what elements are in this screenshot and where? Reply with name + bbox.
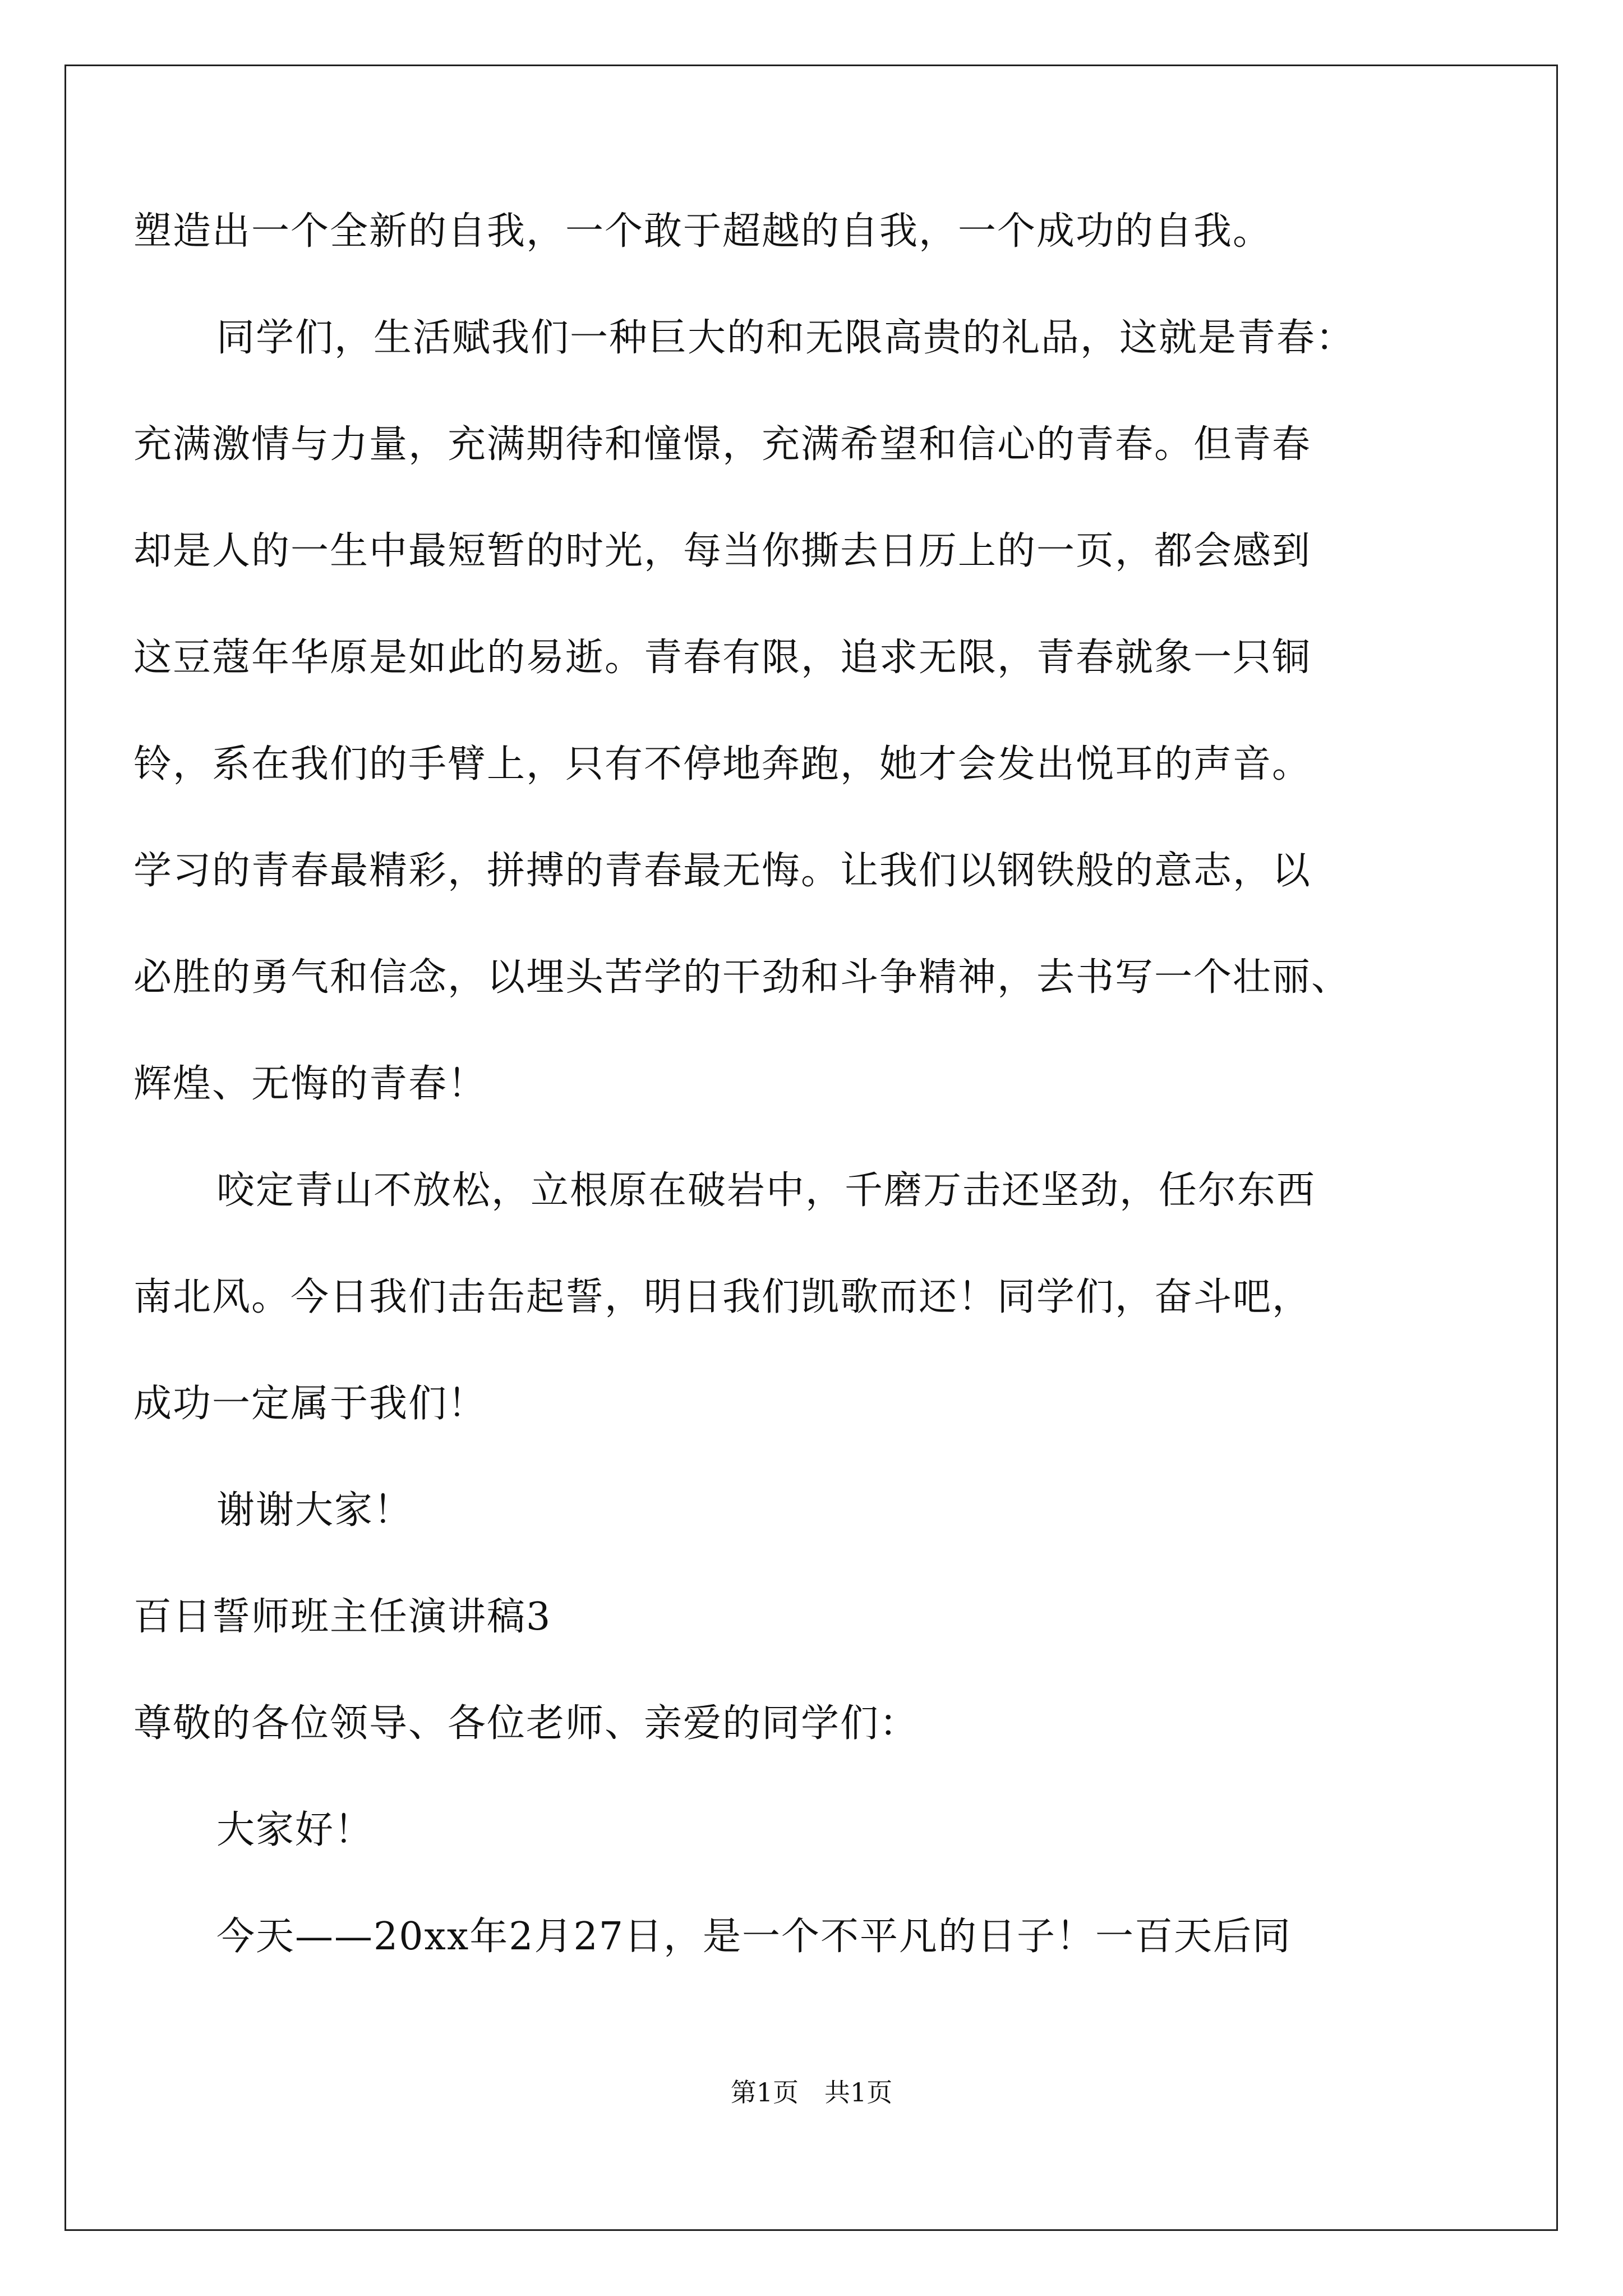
text-line-5: 这豆蔻年华原是如此的易逝。青春有限，追求无限，青春就象一只铜 [133, 636, 1312, 680]
text-line-11: 南北风。今日我们击缶起誓，明日我们凯歌而还！同学们，奋斗吧， [133, 1275, 1312, 1319]
section-heading: 百日誓师班主任演讲稿3 [133, 1595, 552, 1639]
text-line-8: 必胜的勇气和信念，以埋头苦学的干劲和斗争精神，去书写一个壮丽、 [133, 955, 1351, 1000]
text-line-7: 学习的青春最精彩，拼搏的青春最无悔。让我们以钢铁般的意志，以 [133, 849, 1312, 893]
text-line-12: 成功一定属于我们！ [133, 1382, 487, 1426]
text-line-10: 咬定青山不放松，立根原在破岩中，千磨万击还坚劲，任尔东西 [216, 1168, 1316, 1213]
page-border [64, 65, 1558, 2231]
greeting-line: 大家好！ [216, 1808, 374, 1852]
salutation-line: 尊敬的各位领导、各位老师、亲爱的同学们： [133, 1701, 919, 1746]
text-line-13: 谢谢大家！ [216, 1488, 413, 1533]
text-line-2: 同学们，生活赋我们一种巨大的和无限高贵的礼品，这就是青春： [216, 316, 1355, 360]
text-line-1: 塑造出一个全新的自我，一个敢于超越的自我，一个成功的自我。 [133, 209, 1272, 254]
text-line-6: 铃，系在我们的手臂上，只有不停地奔跑，她才会发出悦耳的声音。 [133, 742, 1312, 786]
text-line-4: 却是人的一生中最短暂的时光，每当你撕去日历上的一页，都会感到 [133, 529, 1312, 573]
text-line-3: 充满激情与力量，充满期待和憧憬，充满希望和信心的青春。但青春 [133, 422, 1312, 467]
text-line-17: 今天——20xx年2月27日，是一个不平凡的日子！一百天后同 [216, 1915, 1292, 1959]
page-footer: 第1页 共1页 [730, 2077, 893, 2108]
text-line-9: 辉煌、无悔的青春！ [133, 1062, 487, 1106]
